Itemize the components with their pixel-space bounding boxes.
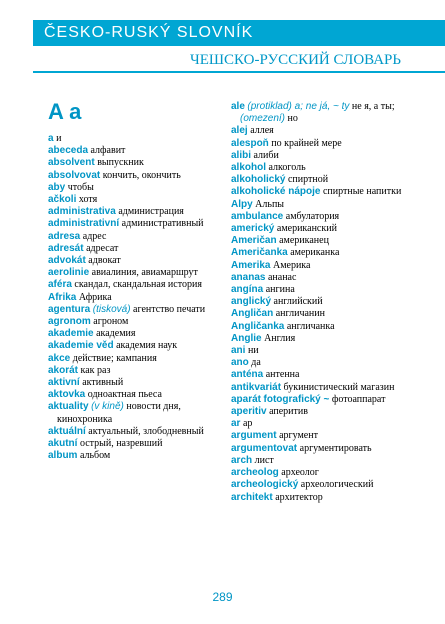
entry-translation: новости дня, кинохроника	[57, 401, 181, 425]
dictionary-entry	[231, 162, 411, 174]
entry-headword: Američanka	[231, 247, 288, 259]
entry-translation: авиалиния, авиамаршрут	[91, 267, 198, 279]
dictionary-entry	[231, 382, 411, 394]
dictionary-entry	[48, 279, 231, 291]
entry-translation: американец	[279, 235, 329, 247]
entry-headword: alibi	[231, 149, 252, 161]
dictionary-entry	[231, 333, 411, 345]
dictionary-entry	[231, 492, 411, 504]
entry-translation: ар	[242, 418, 253, 430]
dictionary-entry	[231, 467, 411, 479]
entry-translation: действие; кампания	[72, 352, 157, 364]
entry-headword: akorát	[48, 364, 79, 376]
entry-headword: aby	[48, 181, 66, 193]
dictionary-entry	[231, 345, 411, 357]
dictionary-entry	[48, 267, 231, 279]
entry-translation: англичанин	[275, 308, 325, 320]
dictionary-entry	[231, 260, 411, 272]
dictionary-entry	[231, 357, 411, 369]
dictionary-entry	[231, 272, 411, 284]
entry-translation: алфавит	[90, 145, 126, 157]
entry-headword: aféra	[48, 279, 72, 291]
entry-headword: Amerika	[231, 259, 271, 271]
dictionary-entry	[48, 328, 231, 340]
entry-headword: akutní	[48, 438, 78, 450]
entry-translation: но	[287, 113, 298, 125]
dictionary-entry	[231, 308, 411, 320]
entry-headword: abeceda	[48, 145, 89, 157]
entry-translation: ангина	[265, 284, 295, 296]
entry-headword: administrativní	[48, 218, 120, 230]
dictionary-entry	[48, 145, 231, 157]
entry-headword: architekt	[231, 491, 273, 503]
entry-headword: americký	[231, 223, 275, 235]
entry-headword: ale	[231, 101, 245, 112]
dictionary-entry	[48, 304, 231, 316]
entry-headword: alkoholické nápoje	[231, 186, 321, 198]
entry-headword: absolvovat	[48, 169, 101, 181]
entry-translation: ни	[247, 345, 259, 357]
entry-translation: альбом	[79, 450, 111, 462]
entry-headword: aktuality	[48, 401, 89, 413]
dictionary-entry	[48, 377, 231, 389]
section-letter: A a	[48, 99, 82, 124]
entry-headword: akademie věd	[48, 340, 114, 352]
entry-headword: aerolinie	[48, 267, 90, 279]
entry-headword: ananas	[231, 271, 266, 283]
entry-translation: агентство печати	[133, 303, 206, 315]
entry-translation: академия	[96, 328, 136, 340]
entry-translation: англичанка	[286, 320, 335, 332]
entry-headword: antikvariát	[231, 381, 282, 393]
entry-translation: спиртной	[287, 174, 329, 186]
entry-translation: ананас	[267, 271, 297, 283]
dictionary-entry	[48, 243, 231, 255]
right-column	[231, 101, 411, 504]
entry-headword: aparát	[231, 393, 262, 405]
entry-usage-note: (tisková)	[92, 303, 131, 315]
entry-headword: ar	[231, 418, 241, 430]
entry-translation: выпускник	[97, 157, 144, 169]
entry-translation: активный	[82, 377, 124, 389]
entry-translation: агроном	[93, 316, 129, 328]
dictionary-entry	[231, 150, 411, 162]
entry-translation: Англия	[264, 332, 296, 344]
dictionary-entry	[231, 443, 411, 455]
entry-headword: argument	[231, 430, 277, 442]
entry-usage-note: (v kině)	[91, 401, 124, 413]
entry-headword: anténa	[231, 369, 264, 381]
left-column	[48, 133, 231, 462]
dictionary-entry	[231, 125, 411, 137]
dictionary-entry	[48, 353, 231, 365]
entry-headword: alkohol	[231, 162, 267, 174]
entry-translation: архитектор	[275, 491, 323, 503]
entry-translation: аперитив	[269, 406, 308, 418]
entry-headword: akademie	[48, 328, 94, 340]
entry-translation: одноактная пьеса	[87, 389, 162, 401]
entry-headword: album	[48, 450, 78, 462]
entry-headword: advokát	[48, 255, 86, 267]
dictionary-entry	[231, 406, 411, 418]
entry-translation: лист	[254, 454, 274, 466]
entry-headword: Američan	[231, 235, 277, 247]
entry-headword: Angličanka	[231, 320, 285, 332]
entry-translation: не я, а ты;	[351, 101, 395, 112]
entry-translation: адвокат	[88, 255, 121, 267]
entry-translation: аргумент	[279, 430, 318, 442]
dictionary-entry	[48, 340, 231, 352]
dictionary-entry	[231, 235, 411, 247]
dictionary-entry	[231, 186, 411, 198]
entry-translation: хотя	[78, 194, 98, 206]
dictionary-entry	[48, 450, 231, 462]
entry-translation: как раз	[80, 364, 111, 376]
entry-headword: agentura	[48, 303, 91, 315]
dictionary-entry	[231, 455, 411, 467]
entry-headword: aktuální	[48, 425, 86, 437]
entry-headword: ano	[231, 357, 249, 369]
entry-headword: adresát	[48, 242, 84, 254]
dictionary-entry	[231, 394, 411, 406]
entry-translation: академия наук	[116, 340, 178, 352]
entry-headword: ačkoli	[48, 194, 77, 206]
dictionary-entry	[48, 133, 231, 145]
dictionary-entry	[48, 365, 231, 377]
entry-headword: administrativa	[48, 206, 116, 218]
entry-translation: администрация	[118, 206, 184, 218]
dictionary-entry	[231, 284, 411, 296]
dictionary-entry	[48, 292, 231, 304]
entry-translation: археолог	[281, 467, 319, 479]
dictionary-entry	[231, 479, 411, 491]
entry-headword: Alpy	[231, 198, 253, 210]
dictionary-entry	[48, 157, 231, 169]
entry-headword: akce	[48, 352, 71, 364]
entry-translation: аргументировать	[299, 442, 372, 454]
entry-headword-phrase: fotografický ~	[263, 393, 330, 405]
entry-translation: фотоаппарат	[331, 393, 386, 405]
dictionary-entry	[48, 170, 231, 182]
dictionary-entry	[48, 218, 231, 230]
entry-usage-note: (omezení)	[240, 113, 286, 125]
dictionary-entry	[48, 206, 231, 218]
entry-translation: да	[251, 357, 261, 369]
entry-headword: alkoholický	[231, 174, 286, 186]
entry-translation: кончить, окончить	[102, 169, 181, 181]
entry-translation: по крайней мере	[271, 137, 342, 149]
entry-headword: alej	[231, 125, 248, 137]
entry-headword: Anglie	[231, 332, 262, 344]
header-rule	[33, 71, 445, 73]
dictionary-entry	[48, 401, 231, 425]
entry-headword: absolvent	[48, 157, 95, 169]
entry-translation: спиртные напитки	[322, 186, 402, 198]
entry-headword: argumentovat	[231, 442, 298, 454]
dictionary-entry	[231, 418, 411, 430]
entry-translation: алкоголь	[268, 162, 306, 174]
dictionary-entry	[231, 138, 411, 150]
entry-headword: aperitiv	[231, 406, 267, 418]
dictionary-entry	[231, 199, 411, 211]
dictionary-entry	[231, 247, 411, 259]
entry-translation: Альпы	[255, 198, 285, 210]
entry-headword: Afrika	[48, 291, 77, 303]
header-title-czech: ČESKO-RUSKÝ SLOVNÍK	[44, 24, 254, 41]
entry-headword: alespoň	[231, 137, 269, 149]
entry-usage-note: (protiklad) a; ne já, ~ ty	[247, 101, 350, 112]
entry-translation: английский	[273, 296, 323, 308]
entry-translation: чтобы	[67, 181, 94, 193]
entry-translation: археологический	[300, 479, 374, 491]
dictionary-entry	[231, 223, 411, 235]
header-title-russian: ЧЕШСКО-РУССКИЙ СЛОВАРЬ	[189, 52, 401, 68]
dictionary-entry	[48, 231, 231, 243]
dictionary-entry	[231, 321, 411, 333]
entry-translation: букинистический магазин	[283, 381, 395, 393]
dictionary-entry	[48, 255, 231, 267]
entry-translation: американский	[276, 223, 337, 235]
entry-translation: амбулатория	[285, 210, 340, 222]
entry-translation: адрес	[82, 230, 107, 242]
entry-translation: и	[56, 133, 62, 144]
dictionary-entry	[48, 389, 231, 401]
entry-headword: a	[48, 133, 54, 144]
dictionary-entry	[231, 174, 411, 186]
entry-translation: острый, назревший	[79, 438, 163, 450]
dictionary-entry	[231, 430, 411, 442]
entry-headword: angína	[231, 284, 264, 296]
entry-translation: аллея	[250, 125, 274, 137]
entry-headword: archeolog	[231, 467, 279, 479]
entry-headword: ani	[231, 345, 246, 357]
dictionary-entry	[48, 182, 231, 194]
entry-headword: archeologický	[231, 479, 299, 491]
dictionary-entry	[231, 211, 411, 223]
entry-headword: Angličan	[231, 308, 274, 320]
entry-translation: Африка	[78, 291, 112, 303]
entry-headword: ambulance	[231, 210, 284, 222]
dictionary-entry	[48, 194, 231, 206]
entry-headword: adresa	[48, 230, 81, 242]
entry-translation: скандал, скандальная история	[74, 279, 202, 291]
dictionary-entry	[231, 369, 411, 381]
dictionary-entry	[48, 438, 231, 450]
entry-translation: Америка	[272, 259, 311, 271]
entry-translation: актуальный, злободневный	[88, 425, 204, 437]
entry-headword: aktovka	[48, 389, 86, 401]
entry-translation: алиби	[253, 149, 279, 161]
entry-translation: американка	[290, 247, 340, 259]
page-number: 289	[212, 590, 233, 604]
entry-translation: адресат	[86, 242, 119, 254]
entry-translation: административный	[121, 218, 204, 230]
entry-translation: антенна	[265, 369, 300, 381]
dictionary-entry	[231, 296, 411, 308]
dictionary-entry	[48, 316, 231, 328]
entry-headword: anglický	[231, 296, 272, 308]
dictionary-entry	[48, 426, 231, 438]
entry-headword: arch	[231, 454, 253, 466]
entry-headword: agronom	[48, 316, 91, 328]
entry-headword: aktivní	[48, 377, 80, 389]
dictionary-entry	[231, 101, 411, 125]
